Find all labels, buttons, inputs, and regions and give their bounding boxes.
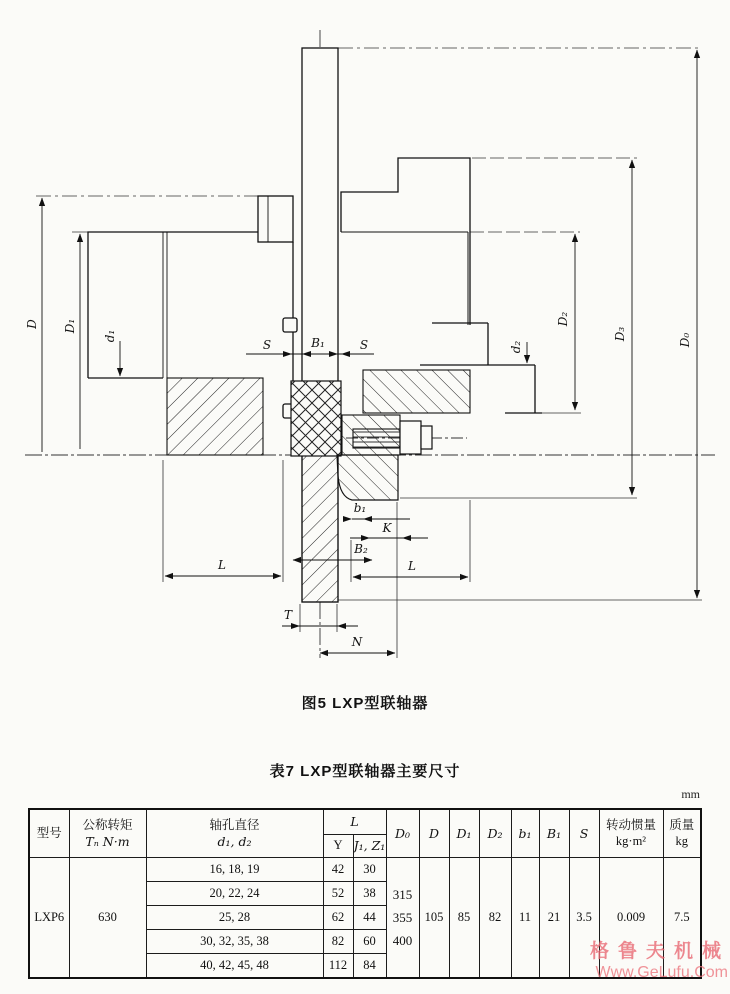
- header-JZ: J₁, Z₁: [353, 835, 386, 858]
- cell-mass: 7.5: [663, 858, 701, 979]
- dim-label-b1: b₁: [353, 501, 367, 515]
- dim-label-B1: B₁: [311, 336, 325, 350]
- dim-label-L-right: L: [408, 559, 416, 573]
- cell-Y-2: 62: [323, 906, 353, 930]
- header-D0: D₀: [386, 809, 419, 858]
- cell-JZ-3: 60: [353, 930, 386, 954]
- header-S: S: [569, 809, 599, 858]
- header-inertia-line1: 转动惯量: [605, 817, 656, 832]
- centerlines: [25, 30, 715, 658]
- header-torque-line2: Tₙ N·m: [85, 833, 130, 849]
- cell-B1: 21: [539, 858, 569, 979]
- dim-label-S-left: S: [262, 338, 272, 352]
- elastic-element-crosshatch: [291, 381, 341, 456]
- cell-Y-3: 82: [323, 930, 353, 954]
- header-torque: [69, 809, 146, 858]
- header-bore-line2: d₁, d₂: [217, 833, 252, 849]
- cell-bore-3: 30, 32, 35, 38: [146, 930, 323, 954]
- header-mass-line2: kg: [675, 833, 688, 848]
- dim-label-D1: D₁: [63, 318, 77, 334]
- cell-D0-value-1: 355: [392, 910, 413, 925]
- cell-D2: 82: [479, 858, 511, 979]
- dim-label-D: D: [25, 319, 39, 329]
- cell-JZ-2: 44: [353, 906, 386, 930]
- right-hub-section-hatch: [363, 370, 470, 413]
- header-Y: Y: [323, 835, 353, 858]
- dim-label-B2: B₂: [354, 542, 368, 556]
- watermark-url: Www.GeLufu.Com: [595, 964, 728, 981]
- cell-bore-1: 20, 22, 24: [146, 882, 323, 906]
- cell-S: 3.5: [569, 858, 599, 979]
- dim-label-T: T: [283, 608, 293, 622]
- cell-JZ-4: 84: [353, 954, 386, 979]
- dimension-table: [28, 808, 702, 979]
- dim-label-d1: d₁: [103, 329, 117, 343]
- header-D2: D₂: [479, 809, 511, 858]
- dim-label-D3: D₃: [613, 326, 627, 342]
- header-b1: b₁: [511, 809, 539, 858]
- figure-caption: 图5 LXP型联轴器: [301, 695, 429, 712]
- header-inertia: [599, 809, 663, 858]
- cell-model: LXP6: [29, 858, 69, 979]
- dim-label-S-right: S: [359, 338, 369, 352]
- left-hub-section-hatch: [167, 378, 263, 455]
- header-B1: B₁: [539, 809, 569, 858]
- extension-lines: [36, 48, 702, 658]
- cell-Y-0: 42: [323, 858, 353, 882]
- dim-label-L-left: L: [218, 558, 226, 572]
- dim-label-D0: D₀: [678, 332, 692, 348]
- cell-D0-value-0: 315: [392, 887, 413, 902]
- header-mass: [663, 809, 701, 858]
- cell-D0-value-2: 400: [392, 933, 413, 948]
- cell-torque: 630: [69, 858, 146, 979]
- cell-bore-2: 25, 28: [146, 906, 323, 930]
- cell-Y-4: 112: [323, 954, 353, 979]
- cell-D: 105: [419, 858, 449, 979]
- dim-label-N: N: [351, 635, 363, 649]
- table-title: 表7 LXP型联轴器主要尺寸: [269, 763, 461, 780]
- dim-label-D2: D₂: [556, 311, 570, 327]
- header-L: L: [323, 809, 386, 835]
- cell-D1: 85: [449, 858, 479, 979]
- unit-note: mm: [681, 787, 700, 801]
- header-bore-line1: 轴孔直径: [209, 817, 260, 832]
- header-D: D: [419, 809, 449, 858]
- cell-Y-1: 52: [323, 882, 353, 906]
- watermark-brand: 格鲁夫机械: [589, 941, 730, 962]
- header-mass-line1: 质量: [669, 817, 695, 832]
- header-model: 型号: [29, 809, 69, 858]
- cell-bore-4: 40, 42, 45, 48: [146, 954, 323, 979]
- cell-D0: [386, 858, 419, 979]
- disc-adapter-flange: [337, 455, 398, 500]
- header-inertia-line2: kg·m²: [615, 833, 647, 848]
- cell-b1: 11: [511, 858, 539, 979]
- dimension-lines: [42, 50, 697, 653]
- header-D1: D₁: [449, 809, 479, 858]
- cell-inertia: 0.009: [599, 858, 663, 979]
- header-bore: [146, 809, 323, 858]
- brake-disc-section-hatch: [302, 455, 338, 602]
- dim-label-d2: d₂: [509, 340, 523, 354]
- cell-JZ-0: 30: [353, 858, 386, 882]
- cell-bore-0: 16, 18, 19: [146, 858, 323, 882]
- table-row: [29, 858, 701, 882]
- dim-label-K: K: [382, 521, 392, 535]
- header-torque-line1: 公称转矩: [82, 817, 133, 832]
- cell-JZ-1: 38: [353, 882, 386, 906]
